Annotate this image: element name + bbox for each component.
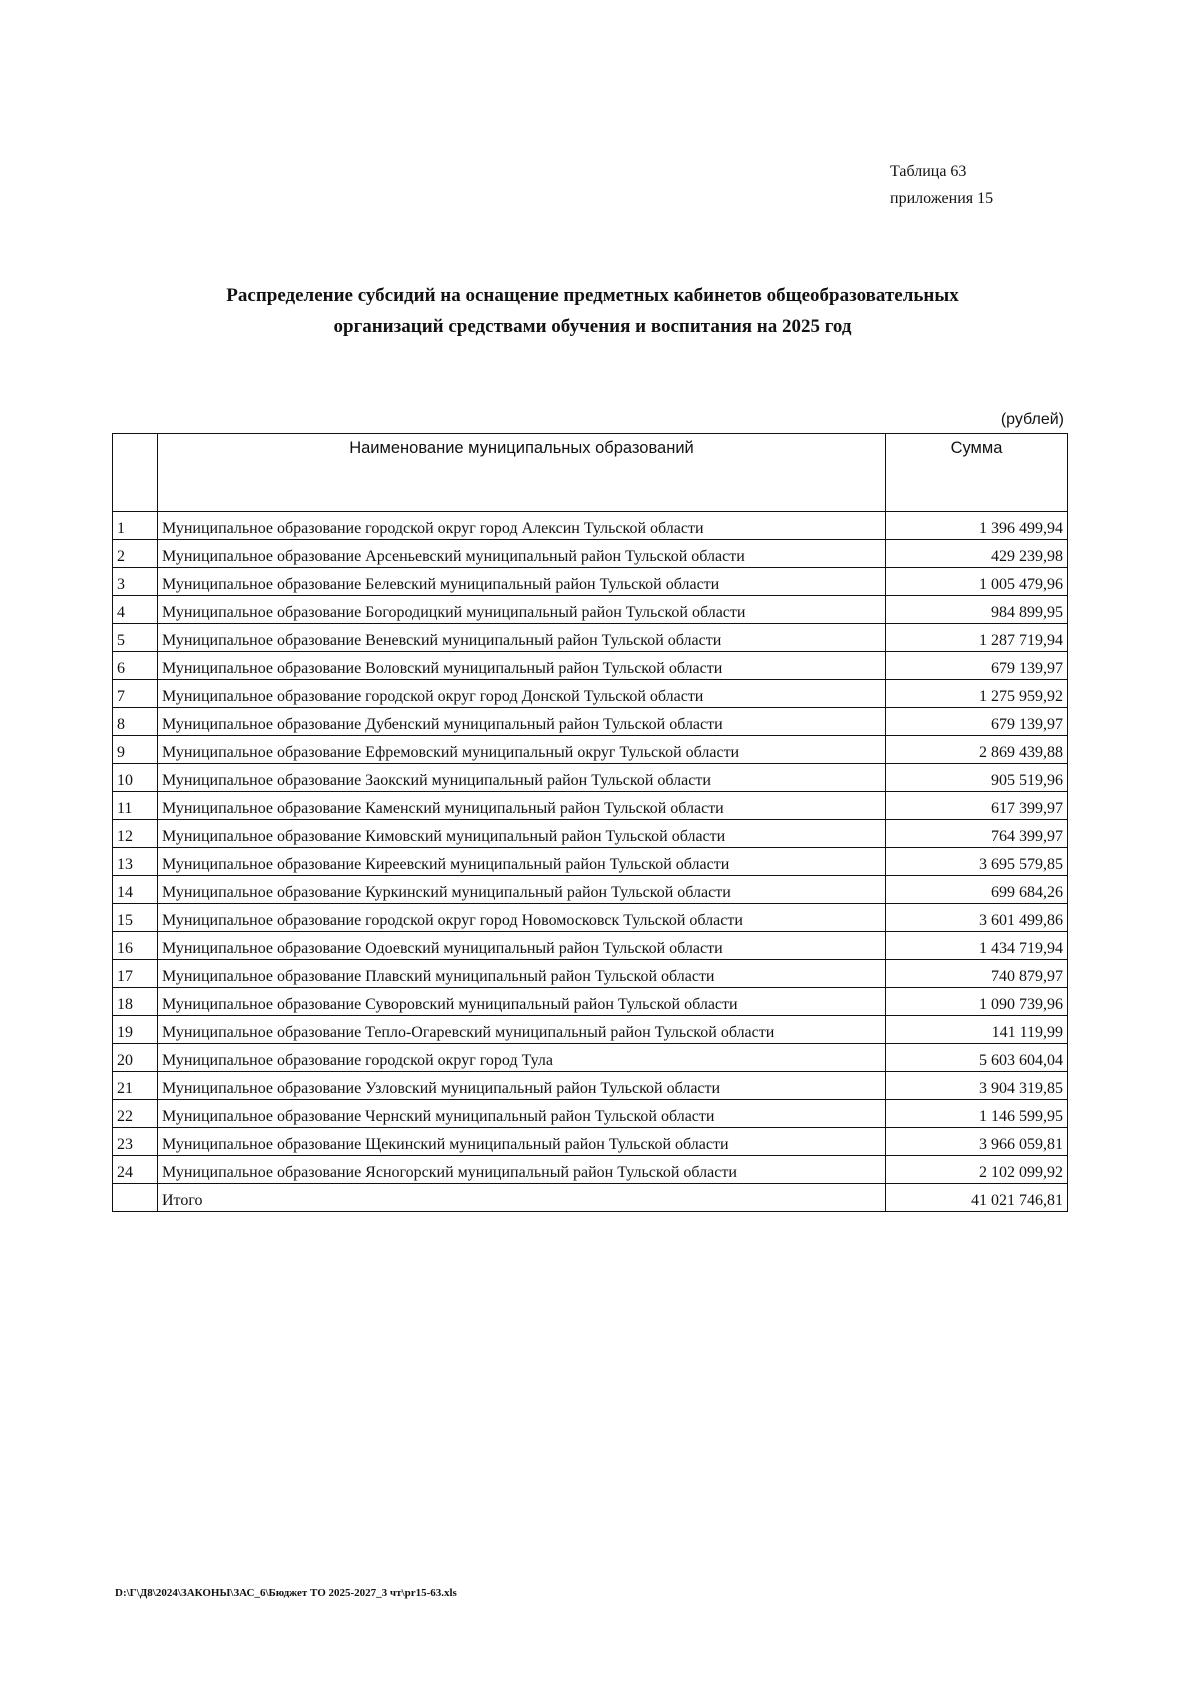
row-number: 7 [113, 680, 158, 708]
table-row [113, 820, 1068, 848]
table-row [113, 904, 1068, 932]
subsidy-amount: 1 275 959,92 [886, 680, 1068, 708]
subsidy-table [112, 433, 1068, 1212]
total-sum: 41 021 746,81 [886, 1184, 1068, 1212]
row-number: 6 [113, 652, 158, 680]
table-row [113, 624, 1068, 652]
row-number: 5 [113, 624, 158, 652]
municipality-name: Муниципальное образование Воловский муниципальный район Тульской области [158, 652, 886, 680]
municipality-name: Муниципальное образование Ясногорский муниципальный район Тульской области [158, 1156, 886, 1184]
table-row [113, 736, 1068, 764]
municipality-name: Муниципальное образование Киреевский муниципальный район Тульской области [158, 848, 886, 876]
subsidy-amount: 1 287 719,94 [886, 624, 1068, 652]
row-number: 11 [113, 792, 158, 820]
subsidy-amount: 905 519,96 [886, 764, 1068, 792]
municipality-name: Муниципальное образование городской округ город Новомосковск Тульской области [158, 904, 886, 932]
title-line-1: Распределение субсидий на оснащение предметных кабинетов общеобразовательных [226, 285, 959, 306]
table-row [113, 568, 1068, 596]
subsidy-amount: 2 102 099,92 [886, 1156, 1068, 1184]
table-row [113, 1016, 1068, 1044]
municipality-name: Муниципальное образование Веневский муниципальный район Тульской области [158, 624, 886, 652]
subsidy-amount: 3 966 059,81 [886, 1128, 1068, 1156]
municipality-name: Муниципальное образование городской округ город Алексин Тульской области [158, 512, 886, 540]
municipality-name: Муниципальное образование Кимовский муниципальный район Тульской области [158, 820, 886, 848]
table-row [113, 792, 1068, 820]
subsidy-amount: 141 119,99 [886, 1016, 1068, 1044]
subsidy-amount: 679 139,97 [886, 652, 1068, 680]
row-number: 19 [113, 1016, 158, 1044]
subsidy-amount: 1 005 479,96 [886, 568, 1068, 596]
total-row [113, 1184, 1068, 1212]
table-row [113, 512, 1068, 540]
municipality-name: Муниципальное образование Ефремовский муниципальный округ Тульской области [158, 736, 886, 764]
row-number: 23 [113, 1128, 158, 1156]
row-number: 20 [113, 1044, 158, 1072]
header-sum: Сумма [886, 434, 1068, 512]
row-number: 10 [113, 764, 158, 792]
subsidy-amount: 764 399,97 [886, 820, 1068, 848]
table-header-row [113, 434, 1068, 512]
table-number: Таблица 63 [890, 163, 967, 180]
subsidy-amount: 679 139,97 [886, 708, 1068, 736]
table-row [113, 876, 1068, 904]
row-number: 22 [113, 1100, 158, 1128]
row-number: 12 [113, 820, 158, 848]
table-row [113, 680, 1068, 708]
municipality-name: Муниципальное образование Суворовский муниципальный район Тульской области [158, 988, 886, 1016]
table-row [113, 1128, 1068, 1156]
units-label: (рублей) [1000, 411, 1064, 428]
header-name: Наименование муниципальных образований [158, 434, 886, 512]
subsidy-amount: 699 684,26 [886, 876, 1068, 904]
subsidy-amount: 3 601 499,86 [886, 904, 1068, 932]
subsidy-amount: 1 090 739,96 [886, 988, 1068, 1016]
table-row [113, 1156, 1068, 1184]
municipality-name: Муниципальное образование Одоевский муниципальный район Тульской области [158, 932, 886, 960]
row-number: 3 [113, 568, 158, 596]
table-row [113, 932, 1068, 960]
row-number: 13 [113, 848, 158, 876]
document-title [120, 280, 1065, 342]
table-row [113, 1072, 1068, 1100]
subsidy-amount: 1 434 719,94 [886, 932, 1068, 960]
municipality-name: Муниципальное образование Богородицкий муниципальный район Тульской области [158, 596, 886, 624]
municipality-name: Муниципальное образование городской округ город Донской Тульской области [158, 680, 886, 708]
row-number: 16 [113, 932, 158, 960]
header-number [113, 434, 158, 512]
subsidy-amount: 740 879,97 [886, 960, 1068, 988]
title-line-2: организаций средствами обучения и воспитания на 2025 год [333, 316, 852, 337]
appendix-reference: приложения 15 [890, 190, 994, 207]
subsidy-amount: 1 396 499,94 [886, 512, 1068, 540]
subsidy-amount: 2 869 439,88 [886, 736, 1068, 764]
table-row [113, 848, 1068, 876]
municipality-name: Муниципальное образование Чернский муниципальный район Тульской области [158, 1100, 886, 1128]
subsidy-amount: 5 603 604,04 [886, 1044, 1068, 1072]
table-caption [890, 158, 993, 212]
row-number: 9 [113, 736, 158, 764]
row-number: 24 [113, 1156, 158, 1184]
municipality-name: Муниципальное образование Заокский муниципальный район Тульской области [158, 764, 886, 792]
row-number: 17 [113, 960, 158, 988]
table-row [113, 764, 1068, 792]
subsidy-amount: 617 399,97 [886, 792, 1068, 820]
row-number: 8 [113, 708, 158, 736]
subsidy-amount: 3 695 579,85 [886, 848, 1068, 876]
row-number: 18 [113, 988, 158, 1016]
table-row [113, 988, 1068, 1016]
municipality-name: Муниципальное образование Дубенский муниципальный район Тульской области [158, 708, 886, 736]
table-row [113, 596, 1068, 624]
file-path: D:\Г\Д8\2024\ЗАКОНЫ\ЗАС_6\Бюджет ТО 2025-2027_3 чт\pr15-63.xls [115, 1587, 457, 1599]
subsidy-amount: 429 239,98 [886, 540, 1068, 568]
total-label: Итого [158, 1184, 886, 1212]
table-row [113, 708, 1068, 736]
municipality-name: Муниципальное образование Арсеньевский муниципальный район Тульской области [158, 540, 886, 568]
row-number: 21 [113, 1072, 158, 1100]
total-number-cell [113, 1184, 158, 1212]
municipality-name: Муниципальное образование Плавский муниципальный район Тульской области [158, 960, 886, 988]
subsidy-amount: 3 904 319,85 [886, 1072, 1068, 1100]
municipality-name: Муниципальное образование Щекинский муниципальный район Тульской области [158, 1128, 886, 1156]
table-row [113, 1100, 1068, 1128]
table-row [113, 1044, 1068, 1072]
subsidy-amount: 984 899,95 [886, 596, 1068, 624]
municipality-name: Муниципальное образование городской округ город Тула [158, 1044, 886, 1072]
row-number: 4 [113, 596, 158, 624]
subsidy-amount: 1 146 599,95 [886, 1100, 1068, 1128]
table-row [113, 652, 1068, 680]
row-number: 2 [113, 540, 158, 568]
municipality-name: Муниципальное образование Белевский муниципальный район Тульской области [158, 568, 886, 596]
row-number: 1 [113, 512, 158, 540]
table-row [113, 960, 1068, 988]
row-number: 15 [113, 904, 158, 932]
municipality-name: Муниципальное образование Узловский муниципальный район Тульской области [158, 1072, 886, 1100]
municipality-name: Муниципальное образование Тепло-Огаревский муниципальный район Тульской области [158, 1016, 886, 1044]
table-row [113, 540, 1068, 568]
municipality-name: Муниципальное образование Каменский муниципальный район Тульской области [158, 792, 886, 820]
municipality-name: Муниципальное образование Куркинский муниципальный район Тульской области [158, 876, 886, 904]
row-number: 14 [113, 876, 158, 904]
